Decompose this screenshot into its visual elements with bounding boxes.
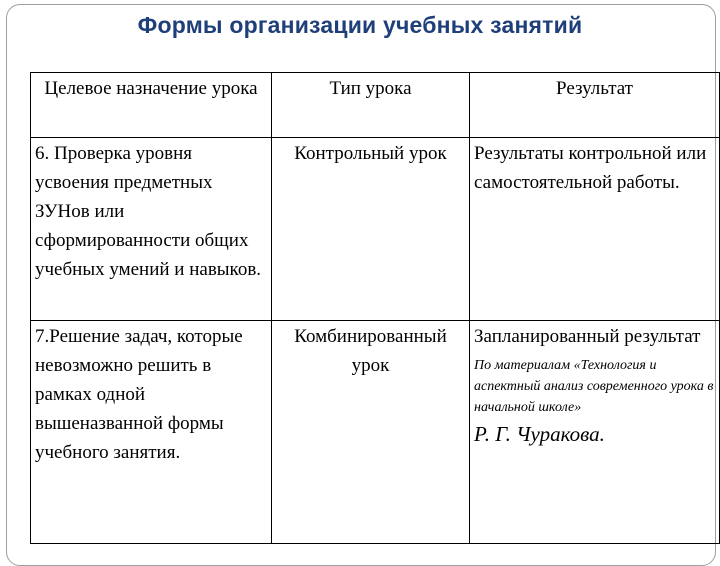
row-7-result: Запланированный результат	[474, 326, 701, 347]
header-goal: Целевое назначение урока	[31, 73, 272, 138]
table-row	[31, 138, 720, 321]
row-7-type: Комбинированный урок	[272, 321, 470, 544]
table-row	[31, 321, 720, 544]
table-header-row	[31, 73, 720, 138]
header-result: Результат	[470, 73, 720, 138]
slide-title: Формы организации учебных занятий	[137, 12, 583, 38]
row-6-type: Контрольный урок	[272, 138, 470, 321]
source-author: Р. Г. Чуракова.	[474, 422, 605, 446]
row-6-goal: 6. Проверка уровня усвоения предметных ЗУНов или сформированности общих учебных умений и навыков.	[31, 138, 272, 321]
row-6-result: Результаты контрольной или самостоятельной работы.	[470, 138, 720, 321]
row-7-goal: 7.Решение задач, которые невозможно решить в рамках одной вышеназванной формы учебного занятия.	[31, 321, 272, 544]
row-7-result-cell	[470, 321, 720, 544]
source-note: По материалам «Технология и аспектный анализ современного урока в начальной школе»	[474, 358, 714, 415]
lesson-forms-table	[30, 72, 720, 544]
header-lesson-type: Тип урока	[272, 73, 470, 138]
